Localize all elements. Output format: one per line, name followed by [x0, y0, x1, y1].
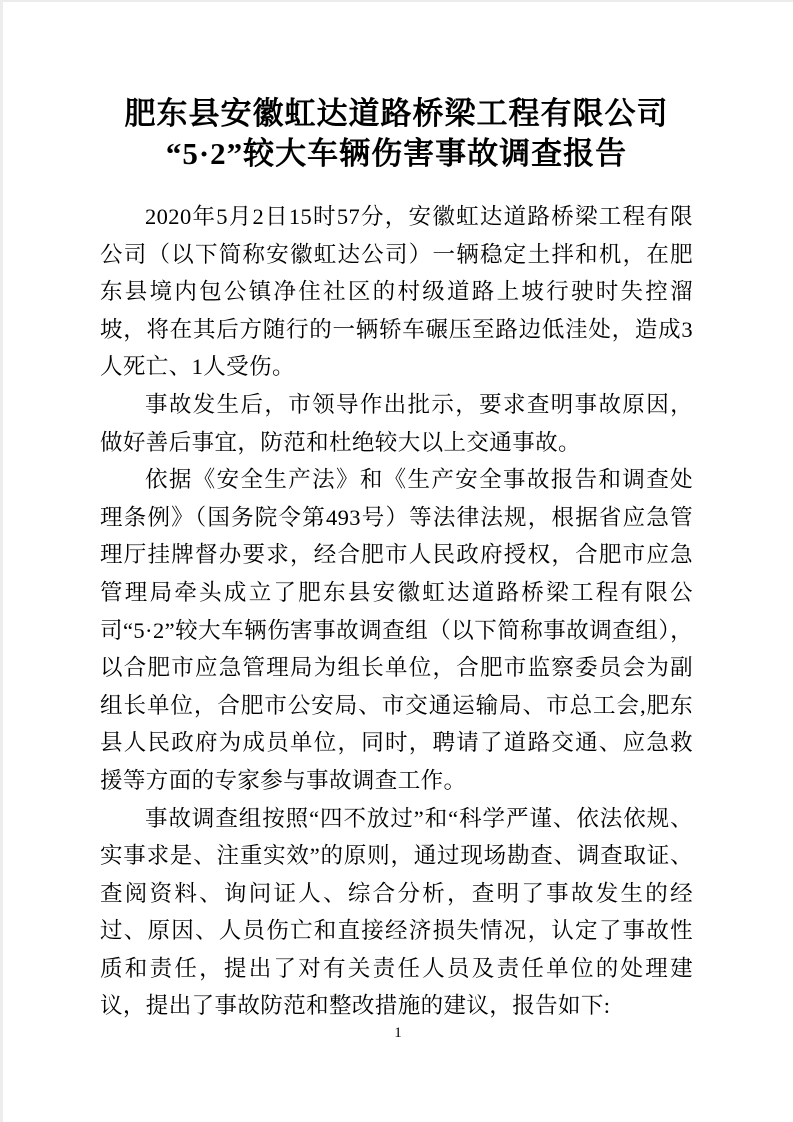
paragraph-investigation-team: 依据《安全生产法》和《生产安全事故报告和调查处理条例》（国务院令第493号）等法律法规，根据省应急管理厅挂牌督办要求，经合肥市人民政府授权，合肥市应急管理局牵头成立了肥东县安徽虹达道路桥梁工程有限公司“5·2”较大车辆伤害事故调查组（以下简称事故调查组），以合肥市应急管理局为组长单位，合肥市监察委员会为副组长单位，合肥市公安局、市交通运输局、市总工会,肥东县人民政府为成员单位，同时，聘请了道路交通、应急救援等方面的专家参与事故调查工作。	[100, 467, 693, 793]
paragraph-investigation-principles: 事故调查组按照“四不放过”和“科学严谨、依法依规、实事求是、注重实效”的原则，通过现场勘查、调查取证、查阅资料、询问证人、综合分析，查明了事故发生的经过、原因、人员伤亡和直接经济损失情况，认定了事故性质和责任，提出了对有关责任人员及责任单位的处理建议，提出了事故防范和整改措施的建议，报告如下:	[100, 805, 693, 1019]
document-title	[100, 94, 693, 174]
document-title-line2: “5·2”较大车辆伤害事故调查报告	[165, 136, 628, 171]
page-number: 1	[394, 1025, 402, 1041]
document-title-line1: 肥东县安徽虹达道路桥梁工程有限公司	[124, 96, 669, 131]
document-content	[3, 2, 793, 1025]
paragraph-incident-summary: 2020年5月2日15时57分，安徽虹达道路桥梁工程有限公司（以下简称安徽虹达公司）一辆稳定土拌和机，在肥东县境内包公镇净住社区的村级道路上坡行驶时失控溜坡，将在其后方随行的一辆轿车碾压至路边低洼处，造成3人死亡、1人受伤。	[100, 204, 693, 380]
paragraph-leadership-instructions: 事故发生后，市领导作出批示，要求查明事故原因，做好善后事宜，防范和杜绝较大以上交通事故。	[100, 391, 693, 455]
